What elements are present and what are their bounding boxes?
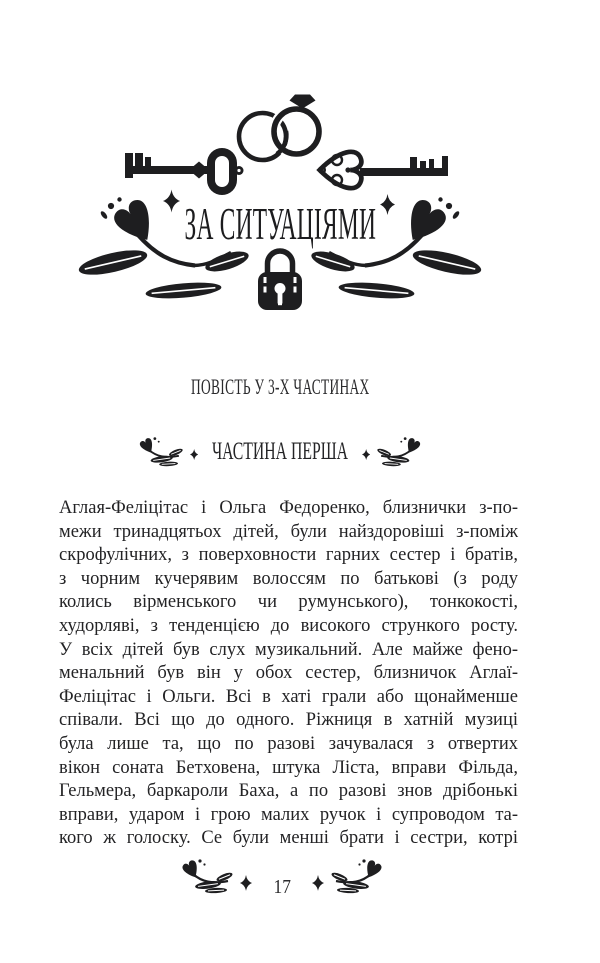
body-text-line: Феліцітас і Ольги. Всі в хаті грали або щонайменше <box>59 686 518 707</box>
subtitle-row <box>0 376 560 399</box>
wedding-rings-icon <box>239 95 319 161</box>
chapter-heading-row <box>0 430 560 472</box>
body-text-line: межи тринадцятьох дітей, були найздоровіші з-поміж <box>59 521 518 542</box>
body-text-line: колись вірменського чи румунського), тонкокості, <box>59 592 518 613</box>
body-text-line: менальний був він у обох сестер, близничок Аглаї- <box>59 663 518 684</box>
body-text-line: з чорним кучерявим волоссям по батькові (з роду <box>59 568 518 589</box>
floral-sprig-icon <box>330 858 386 894</box>
skeleton-key-right-icon <box>318 152 448 188</box>
body-text-line: була лише та, що по разові зачувалася з отвертих <box>59 733 518 754</box>
four-point-star-icon <box>312 875 324 891</box>
chapter-heading: ЧАСТИНА ПЕРША <box>211 437 349 465</box>
page-footer <box>2 856 562 896</box>
four-point-star-icon <box>190 449 198 460</box>
emblem-title-row <box>0 199 560 249</box>
page-number: 17 <box>273 875 291 898</box>
body-text-line: худорляві, з тенденцією до високого стрункого росту. <box>59 615 518 636</box>
body-text-line: кого ж голоску. Се були менші брати і сестри, котрі <box>59 828 518 849</box>
padlock-icon <box>258 251 302 310</box>
body-text <box>59 497 518 851</box>
body-text-line: співали. Всі що до одного. Ріжниця в хатній музиці <box>59 710 518 731</box>
four-point-star-icon <box>240 875 252 891</box>
skeleton-key-left-icon <box>125 148 244 195</box>
body-text-line: вправи, ударом і грою малих ручок і супроводом та- <box>59 804 518 825</box>
body-text-line: скрофулічних, з поверховности гарних сестер і братів, <box>59 545 518 566</box>
body-text-line: У всіх дітей був слух музикальний. Але майже фено- <box>59 639 518 660</box>
body-text-line: Аглая-Феліцітас і Ольга Федоренко, близнички з-по- <box>59 498 518 518</box>
book-title: ЗА СИТУАЦІЯМИ <box>184 199 376 249</box>
floral-sprig-icon <box>178 858 234 894</box>
body-text-line: вікон соната Бетховена, штука Ліста, вправи Фільда, <box>59 757 518 778</box>
four-point-star-icon <box>362 449 370 460</box>
floral-sprig-icon <box>136 436 184 467</box>
body-text-line: Гельмера, баркароли Баха, а по разові знов дрібонькі <box>59 781 518 802</box>
floral-sprig-icon <box>376 436 424 467</box>
book-subtitle: ПОВІСТЬ У 3-Х ЧАСТИНАХ <box>190 374 370 399</box>
